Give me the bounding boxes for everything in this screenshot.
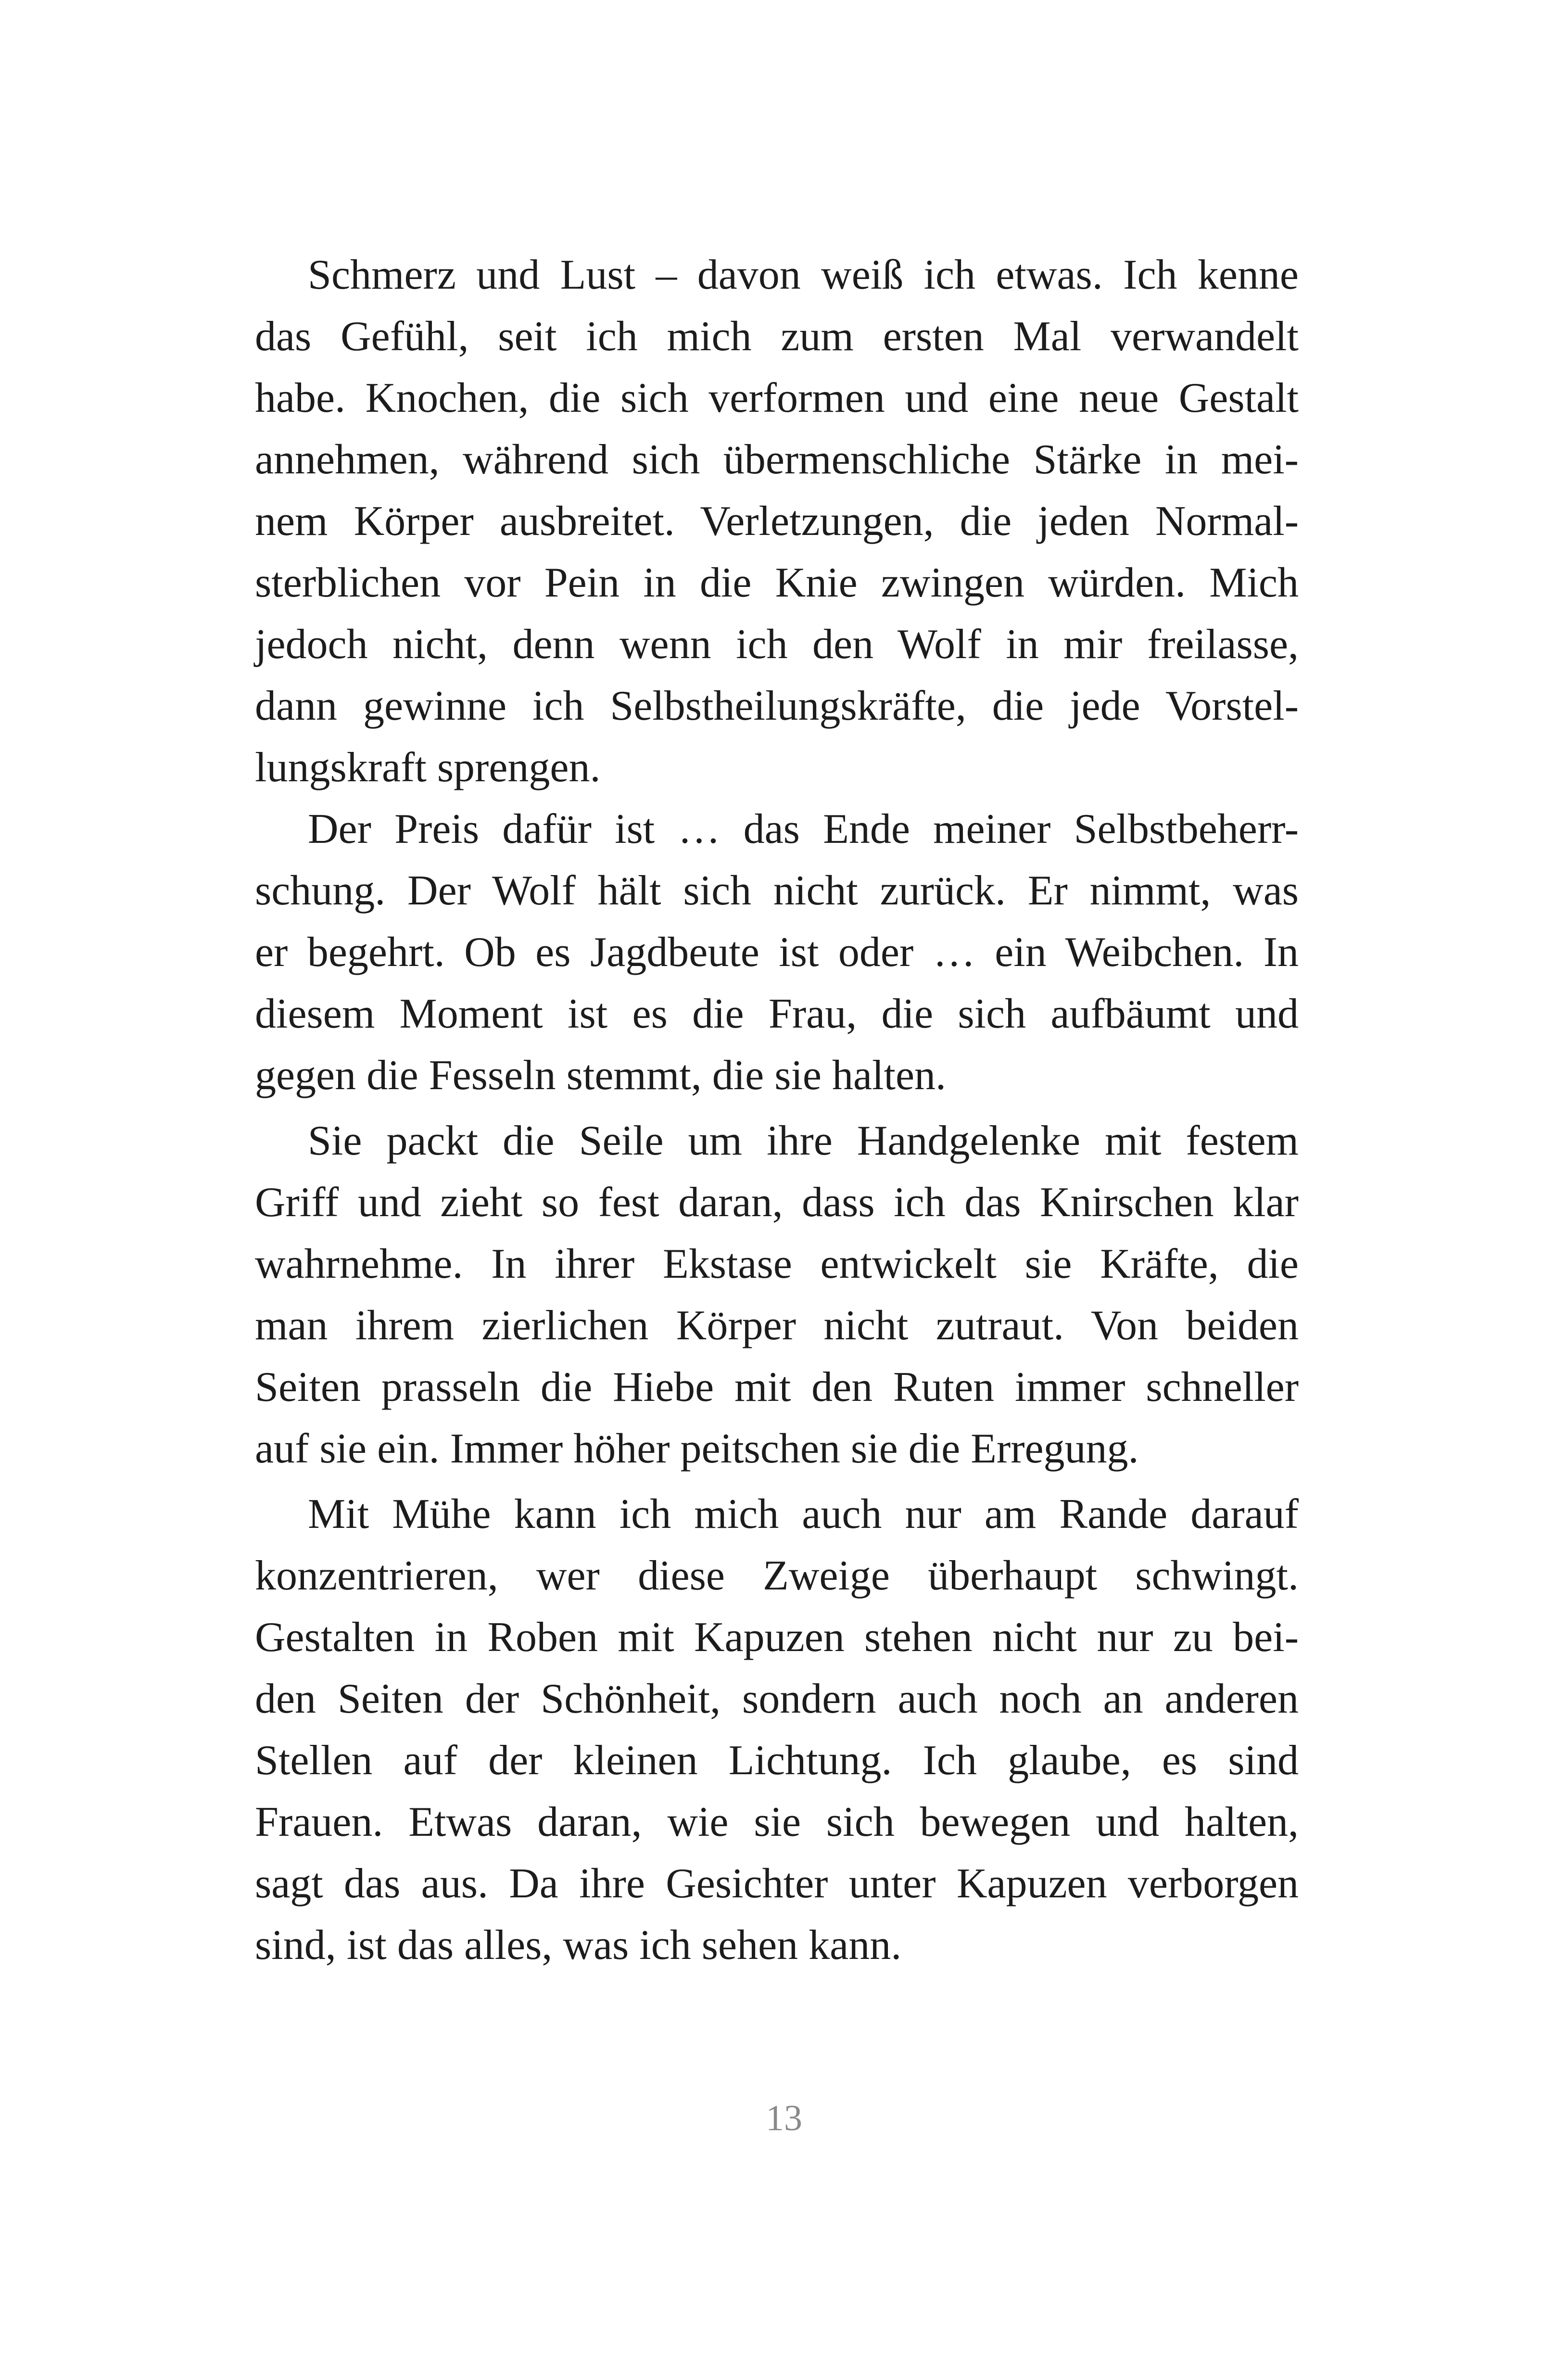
text-line: sind, ist das alles, was ich sehen kann. — [255, 1922, 902, 1969]
text-line: auf sie ein. Immer höher peitschen sie die Erregung. — [255, 1425, 1139, 1472]
text-line: man ihrem zierlichen Körper nicht zutraut. Von beiden — [255, 1302, 1299, 1349]
text-line: Sie packt die Seile um ihre Handgelenke mit festem — [308, 1118, 1299, 1164]
page-number: 13 — [766, 2098, 802, 2138]
text-line: sagt das aus. Da ihre Gesichter unter Kapuzen verborgen — [255, 1860, 1299, 1907]
text-line: Schmerz und Lust – davon weiß ich etwas. Ich kenne — [308, 252, 1299, 298]
text-line: Mit Mühe kann ich mich auch nur am Rande darauf — [308, 1491, 1299, 1538]
text-line: diesem Moment ist es die Frau, die sich aufbäumt und — [255, 991, 1299, 1037]
text-line: Frauen. Etwas daran, wie sie sich bewegen und halten, — [255, 1799, 1299, 1845]
text-line: den Seiten der Schönheit, sondern auch noch an anderen — [255, 1676, 1299, 1722]
text-line: er begehrt. Ob es Jagdbeute ist oder … ein Weibchen. In — [255, 929, 1299, 976]
text-line: Gestalten in Roben mit Kapuzen stehen nicht nur zu bei- — [255, 1614, 1299, 1661]
text-line: Der Preis dafür ist … das Ende meiner Selbstbeherr- — [308, 806, 1299, 852]
body-text — [255, 244, 1299, 1976]
text-line: jedoch nicht, denn wenn ich den Wolf in mir freilasse, — [255, 621, 1299, 668]
text-line: gegen die Fesseln stemmt, die sie halten. — [255, 1052, 947, 1099]
text-line: Stellen auf der kleinen Lichtung. Ich glaube, es sind — [255, 1737, 1299, 1784]
text-line: dann gewinne ich Selbstheilungskräfte, die jede Vorstel- — [255, 683, 1299, 729]
text-line: annehmen, während sich übermenschliche Stärke in mei- — [255, 436, 1299, 483]
text-line: wahrnehme. In ihrer Ekstase entwickelt sie Kräfte, die — [255, 1241, 1299, 1287]
text-line: Seiten prasseln die Hiebe mit den Ruten immer schneller — [255, 1364, 1299, 1411]
text-line: konzentrieren, wer diese Zweige überhaupt schwingt. — [255, 1552, 1299, 1599]
text-line: schung. Der Wolf hält sich nicht zurück. Er nimmt, was — [255, 867, 1299, 914]
text-line: lungskraft sprengen. — [255, 744, 601, 791]
text-line: Griff und zieht so fest daran, dass ich das Knirschen klar — [255, 1179, 1299, 1226]
text-line: sterblichen vor Pein in die Knie zwingen würden. Mich — [255, 559, 1299, 606]
text-line: nem Körper ausbreitet. Verletzungen, die jeden Normal- — [255, 498, 1299, 545]
text-line: das Gefühl, seit ich mich zum ersten Mal verwandelt — [255, 313, 1299, 360]
text-line: habe. Knochen, die sich verformen und eine neue Gestalt — [255, 375, 1299, 421]
